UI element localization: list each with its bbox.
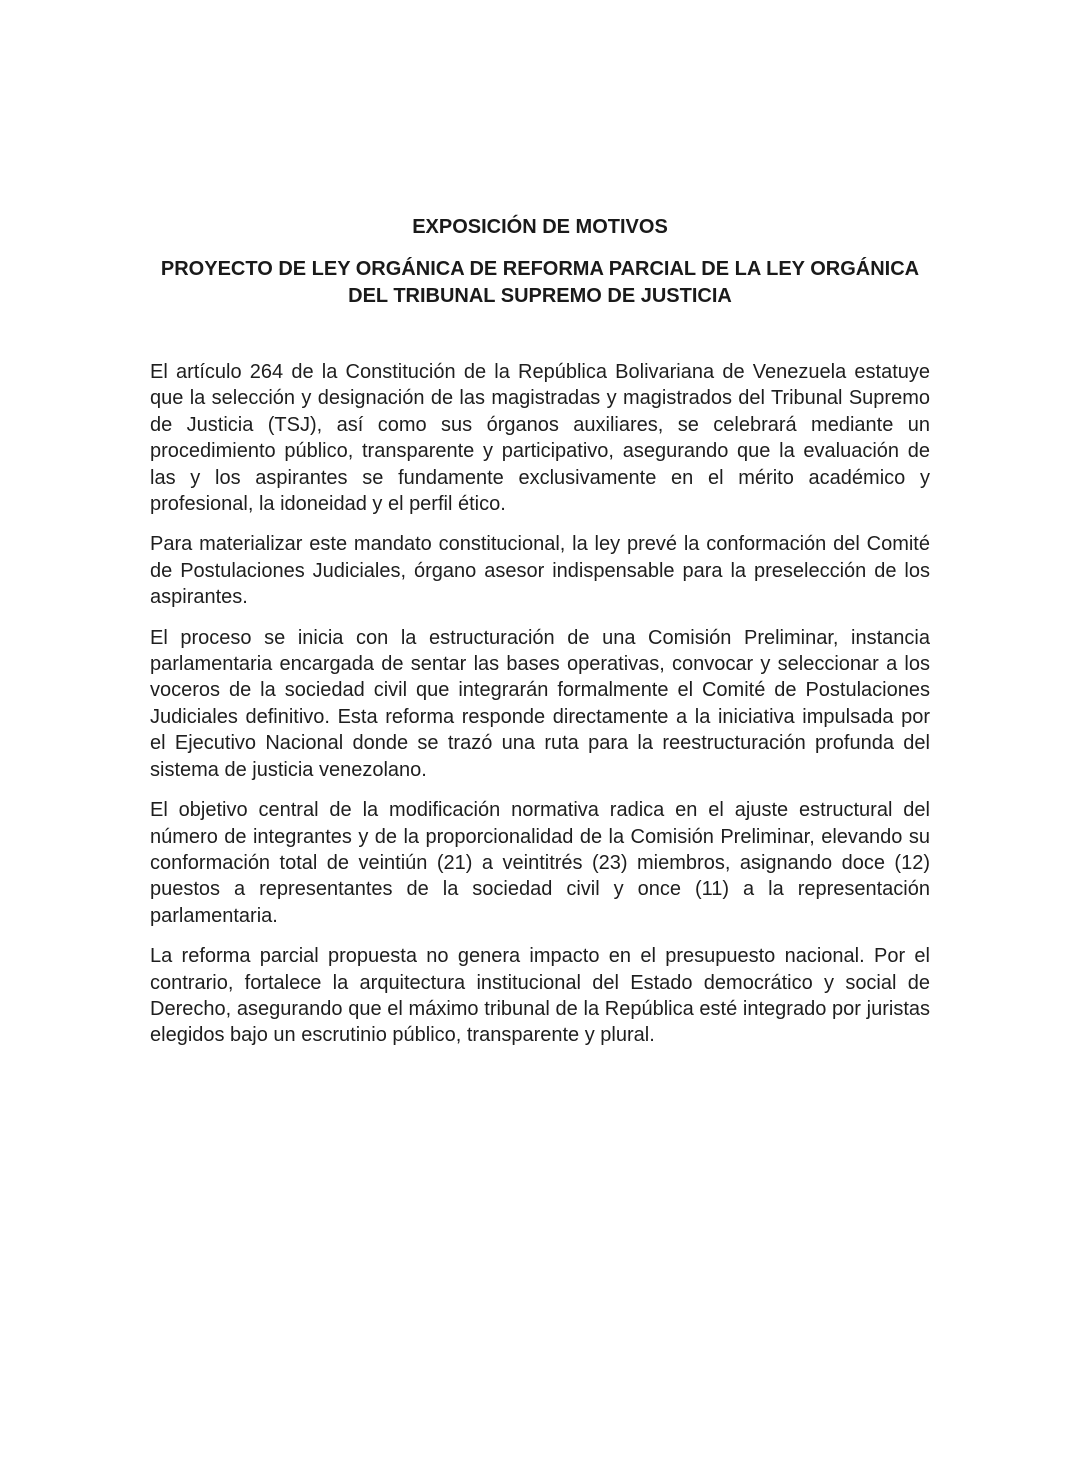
paragraph-1: El artículo 264 de la Constitución de la República Bolivariana de Venezuela estatuye que la selección y designación de las magistradas y magistrados del Tribunal Supremo de Justicia (TSJ), así como sus órganos auxiliares, se celebrará mediante un procedimiento público, transparente y participativo, asegurando que la evaluación de las y los aspirantes se fundamente exclusivamente en el mérito académico y profesional, la idoneidad y el perfil ético. [150,361,930,516]
paragraph-2: Para materializar este mandato constitucional, la ley prevé la conformación del Comité de Postulaciones Judiciales, órgano asesor indispensable para la preselección de los aspirantes. [150,533,930,609]
document-subtitle: PROYECTO DE LEY ORGÁNICA DE REFORMA PARCIAL DE LA LEY ORGÁNICA DEL TRIBUNAL SUPREMO DE JUSTICIA [160,258,920,307]
document-title: EXPOSICIÓN DE MOTIVOS [412,216,668,238]
paragraph-3: El proceso se inicia con la estructuración de una Comisión Preliminar, instancia parlamentaria encargada de sentar las bases operativas, convocar y seleccionar a los voceros de la sociedad civil que integrarán formalmente el Comité de Postulaciones Judiciales definitivo. Esta reforma responde directamente a la iniciativa impulsada por el Ejecutivo Nacional donde se trazó una ruta para la reestructuración profunda del sistema de justicia venezolano. [150,626,930,781]
paragraph-5: La reforma parcial propuesta no genera impacto en el presupuesto nacional. Por el contrario, fortalece la arquitectura institucional del Estado democrático y social de Derecho, asegurando que el máximo tribunal de la República esté integrado por juristas elegidos bajo un escrutinio público, transparente y plural. [150,945,930,1047]
paragraph-4: El objetivo central de la modificación normativa radica en el ajuste estructural del número de integrantes y de la proporcionalidad de la Comisión Preliminar, elevando su conformación total de veintiún (21) a veintitrés (23) miembros, asignando doce (12) puestos a representantes de la sociedad civil y once (11) a la representación parlamentaria. [150,799,930,927]
document-body [150,359,930,1063]
